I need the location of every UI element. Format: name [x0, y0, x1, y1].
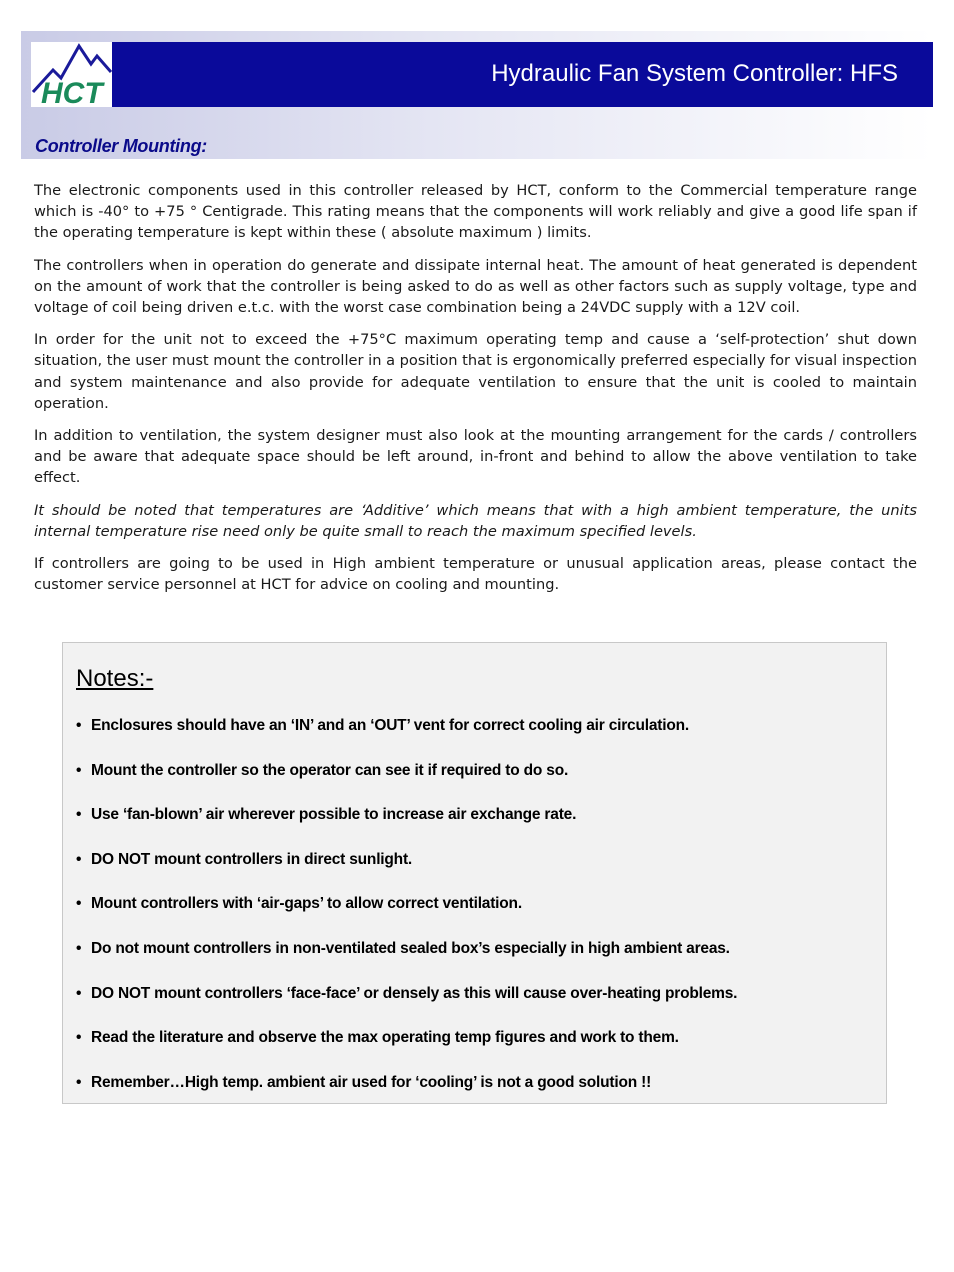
paragraph: The controllers when in operation do generate and dissipate internal heat. The amount of heat generated is dependent on the amount of work that the controller is being asked to do as well as other factors such as supply voltage, type and voltage of coil being driven e.t.c. with the worst case combination being a 24VDC supply with a 12V coil.	[34, 256, 917, 317]
page-title: Hydraulic Fan System Controller: HFS	[491, 60, 898, 87]
bullet-icon: •	[76, 1073, 82, 1091]
paragraph-note: It should be noted that temperatures are ‘Additive’ which means that with a high ambient temperature, the units internal temperature rise need only be quite small to reach the maximum specified levels.	[34, 501, 917, 540]
bullet-icon: •	[76, 895, 82, 913]
logo-text: HCT	[41, 77, 103, 107]
paragraph: The electronic components used in this controller released by HCT, conform to the Commercial temperature range which is -40° to +75 ° Centigrade. This rating means that the components will work reliably and give a good life span if the operating temperature is kept within these ( absolute maximum ) limits.	[34, 182, 917, 242]
bullet-icon: •	[76, 717, 82, 734]
note-text: Read the literature and observe the max operating temp figures and work to them.	[91, 1029, 679, 1047]
bullet-icon: •	[76, 806, 82, 824]
note-text: Do not mount controllers in non-ventilated sealed box’s especially in high ambient areas.	[91, 939, 730, 957]
note-text: DO NOT mount controllers in direct sunlight.	[91, 850, 413, 868]
note-text: Mount the controller so the operator can see it if required to do so.	[91, 761, 569, 779]
notes-list	[76, 717, 737, 1118]
bullet-icon: •	[76, 1029, 82, 1047]
bullet-icon: •	[76, 984, 82, 1002]
list-item	[76, 940, 737, 985]
bullet-icon: •	[76, 761, 82, 779]
title-bar	[112, 42, 933, 107]
list-item	[76, 895, 737, 940]
list-item	[76, 1074, 737, 1119]
list-item	[76, 762, 737, 807]
list-item	[76, 806, 737, 851]
notes-title: Notes:-	[76, 665, 154, 692]
note-text: Enclosures should have an ‘IN’ and an ‘OUT’ vent for correct cooling air circulation.	[91, 717, 689, 734]
paragraph: In order for the unit not to exceed the +75°C maximum operating temp and cause a ‘self-protection’ shut down situation, the user must mount the controller in a position that is ergonomically preferred especially for visual inspection and system maintenance and also provide for adequate ventilation to ensure that the unit is cooled to maintain operation.	[34, 331, 917, 412]
list-item	[76, 1029, 737, 1074]
list-item	[76, 717, 737, 762]
body-text	[34, 180, 917, 606]
hct-logo	[31, 42, 112, 107]
mountain-logo-icon	[31, 42, 112, 107]
list-item	[76, 851, 737, 896]
notes-box	[62, 642, 887, 1104]
bullet-icon: •	[76, 939, 82, 957]
note-text: Remember…High temp. ambient air used for ‘cooling’ is not a good solution !!	[91, 1073, 652, 1091]
list-item	[76, 985, 737, 1030]
paragraph: If controllers are going to be used in High ambient temperature or unusual application areas, please contact the customer service personnel at HCT for advice on cooling and mounting.	[34, 555, 917, 594]
note-text: Use ‘fan-blown’ air wherever possible to increase air exchange rate.	[91, 806, 577, 824]
bullet-icon: •	[76, 850, 82, 868]
paragraph: In addition to ventilation, the system designer must also look at the mounting arrangement for the cards / controllers and be aware that adequate space should be left around, in-front and behind to allow the above ventilation to take effect.	[34, 427, 917, 487]
section-heading: Controller Mounting:	[35, 136, 207, 156]
note-text: DO NOT mount controllers ‘face-face’ or densely as this will cause over-heating problems.	[91, 984, 738, 1002]
note-text: Mount controllers with ‘air-gaps’ to allow correct ventilation.	[91, 895, 522, 913]
